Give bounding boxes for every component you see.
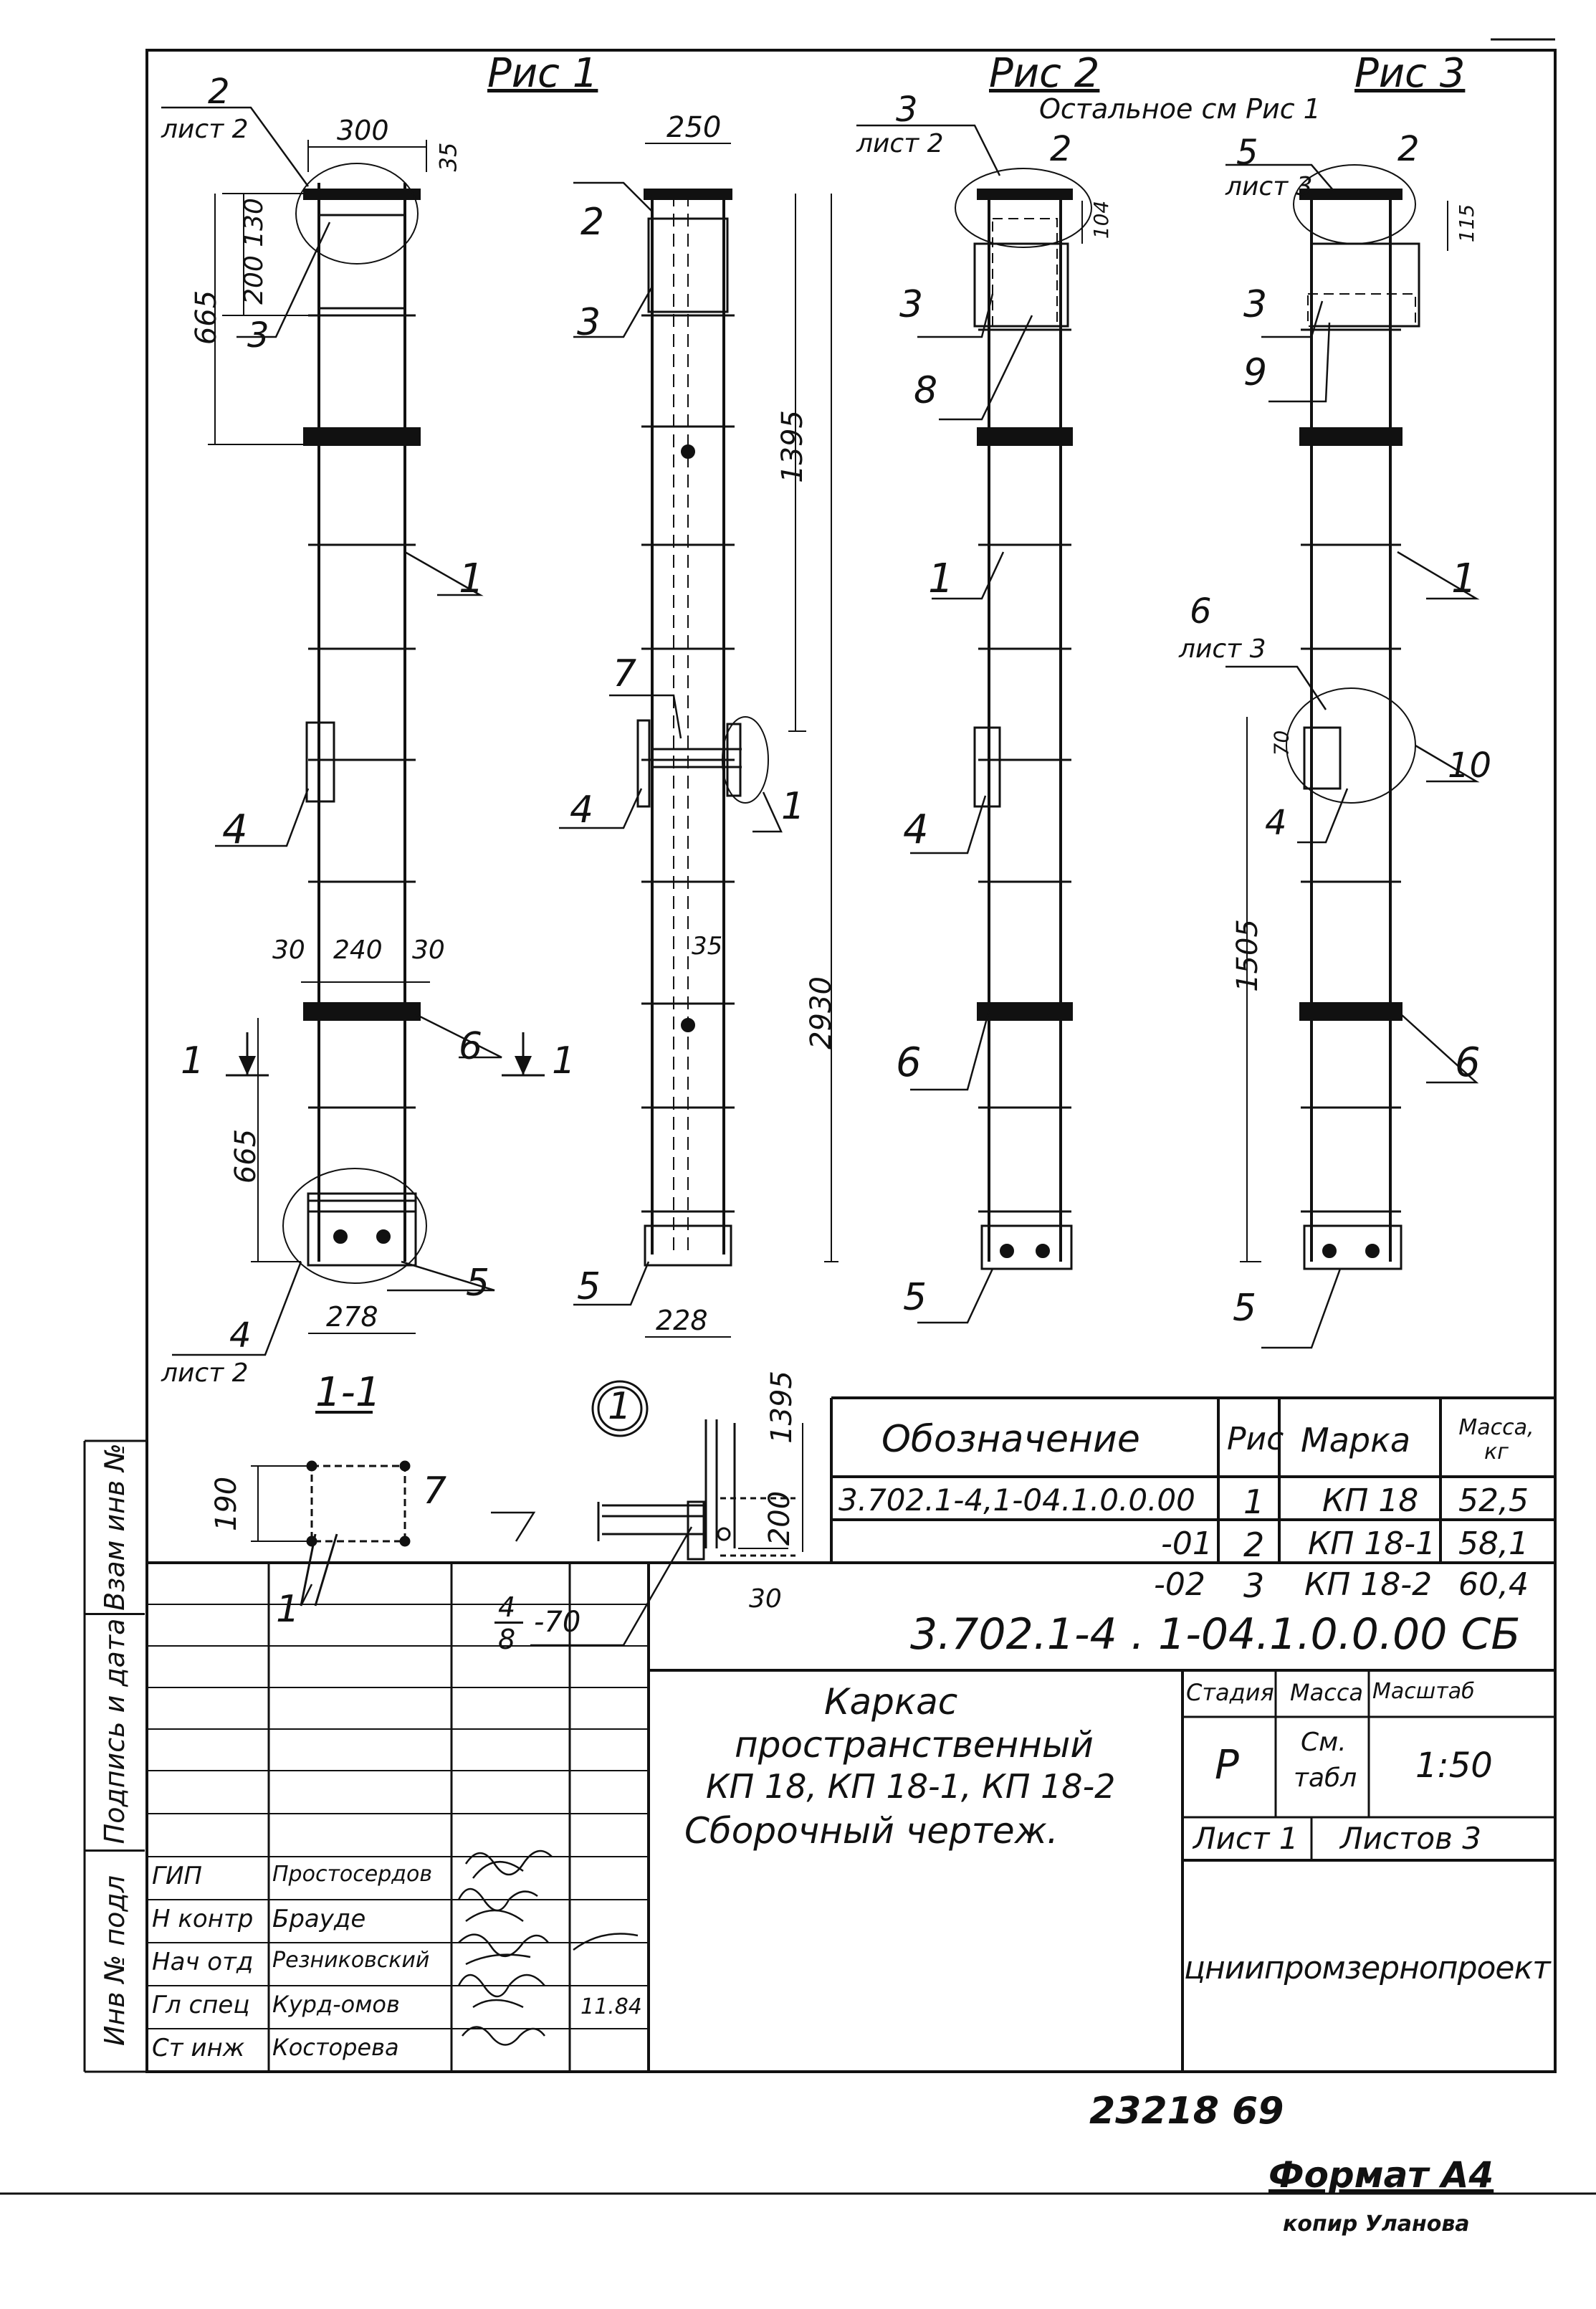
fig1-callout-sheet2-bottom: лист 2	[161, 1358, 249, 1388]
copyist-note: копир Уланова	[1283, 2212, 1470, 2237]
sig-date: 11.84	[580, 1994, 642, 2019]
fig1-callout-5: 5	[466, 1262, 490, 1305]
fig2-dim-104: 104	[1089, 200, 1114, 239]
fig1b-dim-2930: 2930	[804, 976, 838, 1049]
fig3-dim-115: 115	[1455, 204, 1479, 243]
side-stamp-column	[85, 1441, 145, 2072]
title-name-line-2: пространственный	[735, 1724, 1094, 1766]
stage-value: Р	[1215, 1742, 1239, 1789]
section-1-1-drawing	[301, 1462, 409, 1606]
spec-row-3-mass: 60,4	[1458, 1566, 1529, 1603]
fig1b-dim-250: 250	[666, 111, 722, 144]
fig1-callout-sheet2: лист 2	[161, 115, 249, 144]
section-markers	[226, 1032, 545, 1412]
side-cell-signature-date	[85, 1613, 145, 1852]
side-label-inv-no: Инв № подл	[99, 1875, 130, 2047]
title-name-line-4: Сборочный чертеж.	[684, 1810, 1059, 1852]
spec-header-designation: Обозначение	[881, 1418, 1140, 1461]
fig1b-cage	[638, 190, 768, 1265]
sheet-frame	[0, 39, 1596, 2194]
fig2-callout-3: 3	[899, 283, 924, 326]
fig3-rungs	[1301, 330, 1401, 1211]
node-number: 1	[608, 1385, 632, 1428]
fig2-callout-1: 1	[928, 556, 954, 602]
fig2-callout-4: 4	[903, 806, 929, 853]
spec-header-mark: Марка	[1301, 1421, 1411, 1460]
side-cell-inv-no	[85, 1849, 145, 2072]
fig2-callout-5: 5	[903, 1276, 927, 1319]
fig1-callout-4: 4	[222, 806, 248, 853]
fig3-callout-4: 4	[1265, 803, 1287, 843]
fig3-callout-9: 9	[1243, 351, 1268, 394]
node-dim-1395: 1395	[765, 1371, 798, 1444]
section-dim-190: 190	[210, 1476, 244, 1532]
mass-header: Масса	[1290, 1679, 1364, 1706]
scale-value: 1:50	[1415, 1746, 1493, 1786]
sig-role-1: ГИП	[152, 1862, 202, 1890]
title-name-line-1: Каркас	[824, 1681, 958, 1723]
side-cell-replace-inv	[85, 1441, 145, 1615]
spec-row-3-fig: 3	[1243, 1566, 1265, 1605]
spec-row-2-mark: КП 18-1	[1308, 1525, 1436, 1562]
mass-value-1: См.	[1301, 1728, 1347, 1757]
fig1b-callout-1: 1	[781, 785, 806, 828]
fig3-callout-5: 5	[1233, 1287, 1257, 1330]
fig2-callout-8: 8	[914, 369, 938, 412]
fig2-callout-2: 2	[1050, 129, 1072, 169]
fig3-callout-6-sheet: 6	[1190, 591, 1212, 632]
sig-role-4: Гл спец	[152, 1991, 250, 2019]
node-dim-200: 200	[763, 1490, 797, 1546]
fig2-callout-3-sheet: 3	[896, 90, 918, 130]
fig1-dim-35: 35	[434, 142, 462, 172]
organization: цниипромзернопроект	[1184, 1950, 1550, 1986]
fig1-dim-240: 240	[333, 935, 383, 965]
node-callout-70: -70	[534, 1606, 581, 1639]
spec-row-2-fig: 2	[1243, 1525, 1265, 1564]
sheet-format: Формат А4	[1268, 2154, 1494, 2196]
fig3-callout-sheet3: лист 3	[1225, 172, 1313, 201]
fig1-cage	[283, 163, 426, 1283]
archive-number: 23218 69	[1089, 2090, 1284, 2133]
fig1b-callout-4: 4	[570, 789, 594, 832]
fig1-title: Рис 1	[487, 50, 598, 97]
spec-row-1-mass: 52,5	[1458, 1482, 1529, 1519]
side-label-signature-date: Подпись и дата	[99, 1618, 130, 1844]
sig-name-5: Косторева	[272, 2034, 399, 2061]
node-callout-4: 4	[498, 1591, 516, 1623]
fig3-callout-2: 2	[1397, 129, 1420, 169]
fig3-dim-70: 70	[1269, 730, 1294, 756]
fig3-callout-10: 10	[1448, 746, 1492, 786]
fig1-dim-30-right: 30	[412, 935, 445, 965]
spec-row-3-mark: КП 18-2	[1304, 1566, 1433, 1603]
fig1b-dim-1395: 1395	[775, 410, 809, 483]
fig1-callout-2: 2	[208, 72, 230, 112]
spec-row-1-mark: КП 18	[1322, 1482, 1419, 1519]
fig1-callout-6: 6	[459, 1025, 483, 1068]
fig1-dim-665-bottom: 665	[229, 1128, 263, 1184]
sig-role-3: Нач отд	[152, 1948, 254, 1976]
section-title: 1-1	[315, 1369, 381, 1416]
spec-row-2-mass: 58,1	[1458, 1525, 1529, 1562]
fig1-dim-665-top: 665	[190, 290, 224, 346]
fig3-dim-1505: 1505	[1231, 919, 1264, 992]
fig1-dim-200: 200	[239, 255, 269, 305]
section-mark-right: 1	[552, 1039, 576, 1082]
fig1-dim-278: 278	[326, 1301, 378, 1333]
fig2-callout-6: 6	[896, 1039, 922, 1086]
title-name-line-3: КП 18, КП 18-1, КП 18-2	[706, 1767, 1116, 1806]
fig3-callout-5-sheet: 5	[1236, 133, 1258, 173]
fig1-rungs	[308, 315, 416, 1211]
spec-header-mass: Масса, кг	[1458, 1415, 1534, 1465]
sig-name-2: Брауде	[272, 1905, 366, 1933]
fig1b-callout-2: 2	[580, 201, 605, 244]
fig1-dim-300: 300	[337, 115, 389, 146]
sig-name-4: Курд-омов	[272, 1991, 400, 2018]
node-dim-30: 30	[749, 1584, 782, 1614]
fig1-callout-3: 3	[247, 315, 269, 356]
spec-row-3-designation: -02	[1154, 1566, 1205, 1603]
spec-row-2-designation: -01	[1161, 1525, 1213, 1562]
fig1-callout-4-sheet: 4	[229, 1315, 252, 1356]
sheets-total: Листов 3	[1340, 1821, 1481, 1856]
section-callout-7: 7	[423, 1470, 447, 1513]
document-code: 3.702.1-4 . 1-04.1.0.0.00 СБ	[910, 1609, 1521, 1660]
fig2-title: Рис 2	[989, 50, 1100, 97]
fig2-rungs	[978, 330, 1071, 1211]
spec-header-fig: Рис	[1227, 1421, 1284, 1457]
sig-name-1: Простосердов	[272, 1862, 433, 1887]
fig1b-callout-7: 7	[613, 652, 637, 695]
fig1b-dim-228: 228	[656, 1305, 708, 1336]
sig-name-3: Резниковский	[272, 1948, 430, 1973]
sig-role-5: Ст инж	[152, 2034, 245, 2062]
spec-row-1-designation: 3.702.1-4,1-04.1.0.0.00	[838, 1482, 1195, 1518]
fig1b-callout-5: 5	[577, 1265, 601, 1308]
fig1-dim-30-left: 30	[272, 935, 305, 965]
fig3-title: Рис 3	[1354, 50, 1466, 97]
section-callout-1: 1	[276, 1588, 300, 1631]
fig1b-callout-3: 3	[577, 301, 601, 344]
stage-header: Стадия	[1186, 1679, 1274, 1706]
mass-value-2: табл	[1294, 1763, 1357, 1793]
node-callout-8: 8	[498, 1624, 516, 1655]
fig2-subtitle: Остальное см Рис 1	[1039, 93, 1321, 125]
spec-row-1-fig: 1	[1243, 1482, 1265, 1521]
sig-role-2: Н контр	[152, 1905, 254, 1933]
side-label-replace-inv: Взам инв №	[99, 1443, 130, 1611]
node-fraction-bar	[494, 1622, 523, 1624]
fig1b-dim-35: 35	[692, 932, 723, 961]
sheet-number: Лист 1	[1193, 1821, 1299, 1856]
fig2-callout-sheet2: лист 2	[856, 129, 944, 158]
fig3-callout-1: 1	[1451, 556, 1477, 602]
fig3-callout-3: 3	[1243, 283, 1268, 326]
scale-header: Масштаб	[1372, 1679, 1475, 1704]
fig3-callout-6: 6	[1455, 1039, 1481, 1086]
fig1-callout-1: 1	[459, 556, 484, 602]
fig1-dim-130: 130	[239, 198, 269, 247]
section-mark-left: 1	[181, 1039, 205, 1082]
fig3-callout-sheet3-b: лист 3	[1179, 634, 1266, 664]
